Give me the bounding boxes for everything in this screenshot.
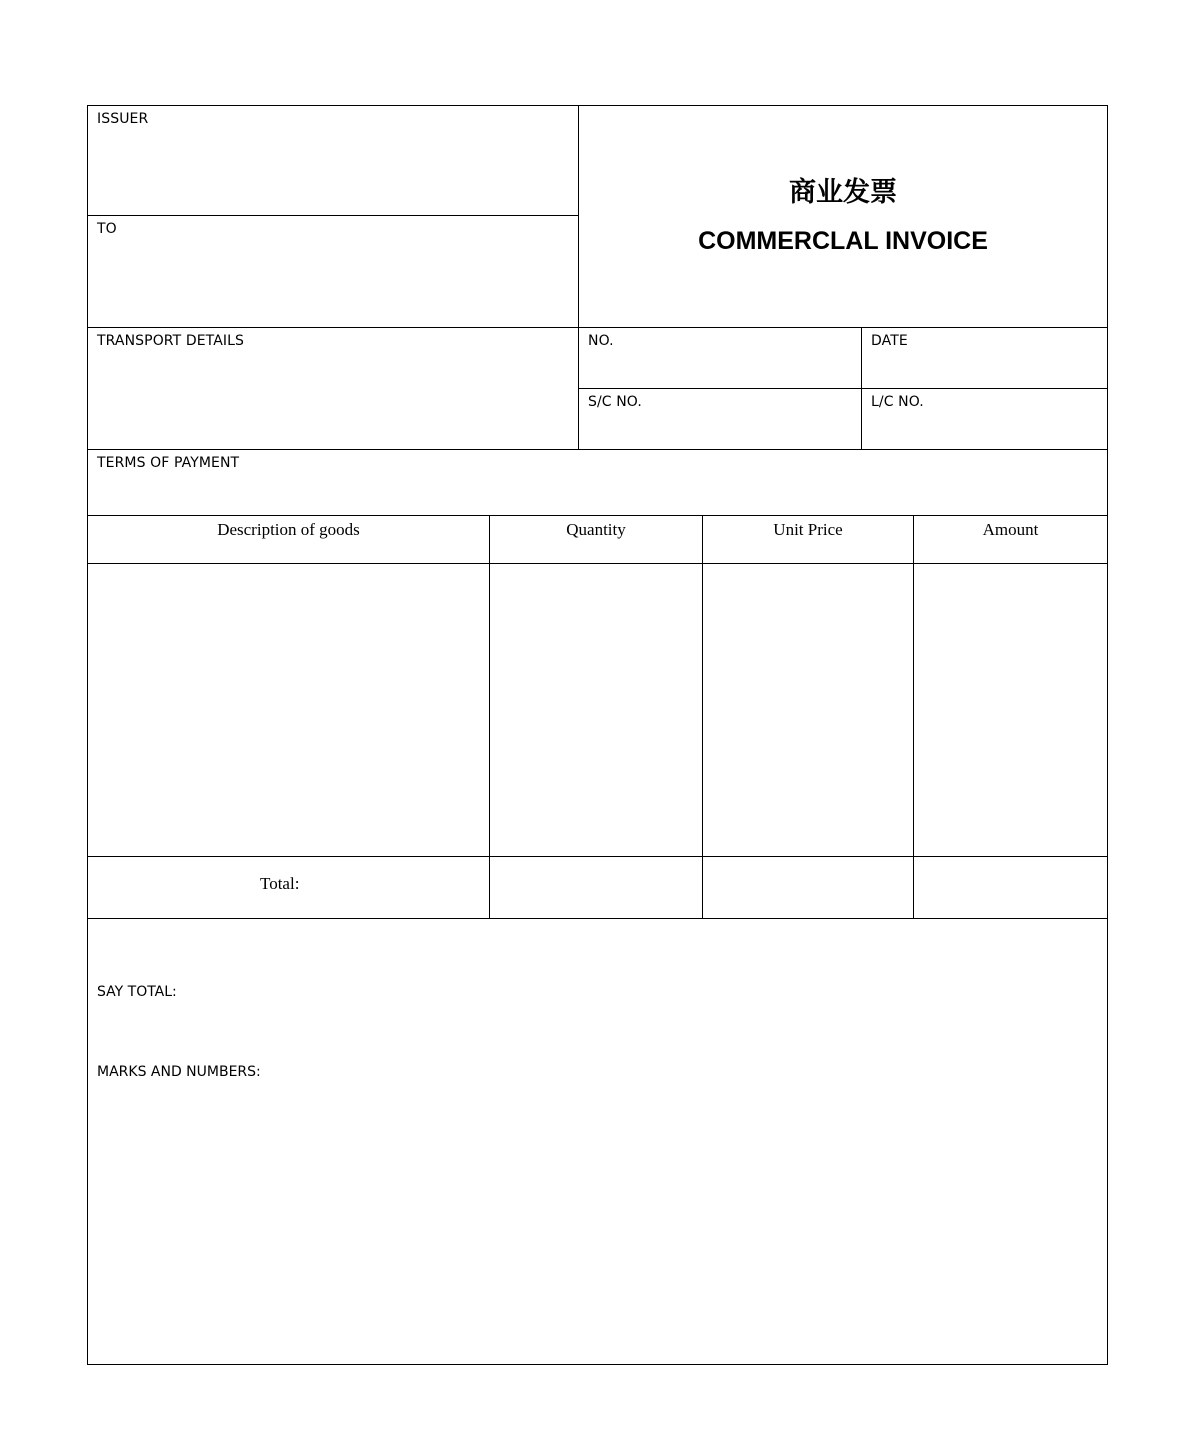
sc-no-cell[interactable]	[578, 388, 862, 450]
total-label: Total:	[260, 874, 300, 893]
total-label-cell	[87, 856, 490, 919]
quantity-body-cell[interactable]	[489, 563, 703, 857]
remarks-cell[interactable]	[87, 918, 1108, 1365]
total-unit-price-cell[interactable]	[702, 856, 914, 919]
transport-details-cell[interactable]	[87, 327, 579, 450]
column-header-description-label: Description of goods	[217, 520, 360, 539]
invoice-no-label: NO.	[588, 333, 614, 349]
column-header-unit-price	[702, 515, 914, 564]
column-header-amount-label: Amount	[982, 520, 1039, 539]
total-amount-cell[interactable]	[913, 856, 1108, 919]
unit-price-body-cell[interactable]	[702, 563, 914, 857]
column-header-quantity	[489, 515, 703, 564]
invoice-title-english: COMMERCLAL INVOICE	[698, 227, 988, 255]
date-cell[interactable]	[861, 327, 1108, 389]
total-quantity-cell[interactable]	[489, 856, 703, 919]
say-total-label: SAY TOTAL:	[97, 984, 177, 1000]
issuer-cell[interactable]	[87, 105, 579, 216]
amount-body-cell[interactable]	[913, 563, 1108, 857]
issuer-label: ISSUER	[97, 111, 149, 127]
column-header-unit-price-label: Unit Price	[773, 520, 843, 539]
lc-no-label: L/C NO.	[871, 394, 924, 410]
marks-and-numbers-label: MARKS AND NUMBERS:	[97, 1064, 261, 1080]
to-label: TO	[97, 221, 117, 237]
column-header-quantity-label: Quantity	[566, 520, 626, 539]
terms-of-payment-label: TERMS OF PAYMENT	[97, 455, 240, 471]
description-body-cell[interactable]	[87, 563, 490, 857]
column-header-description	[87, 515, 490, 564]
lc-no-cell[interactable]	[861, 388, 1108, 450]
date-label: DATE	[871, 333, 908, 349]
column-header-amount	[913, 515, 1108, 564]
title-cell	[578, 105, 1108, 328]
invoice-no-cell[interactable]	[578, 327, 862, 389]
terms-of-payment-cell[interactable]	[87, 449, 1108, 516]
invoice-title-chinese: 商业发票	[789, 177, 897, 208]
transport-details-label: TRANSPORT DETAILS	[97, 333, 245, 349]
to-cell[interactable]	[87, 215, 579, 328]
commercial-invoice-form	[87, 105, 1108, 1365]
sc-no-label: S/C NO.	[588, 394, 642, 410]
